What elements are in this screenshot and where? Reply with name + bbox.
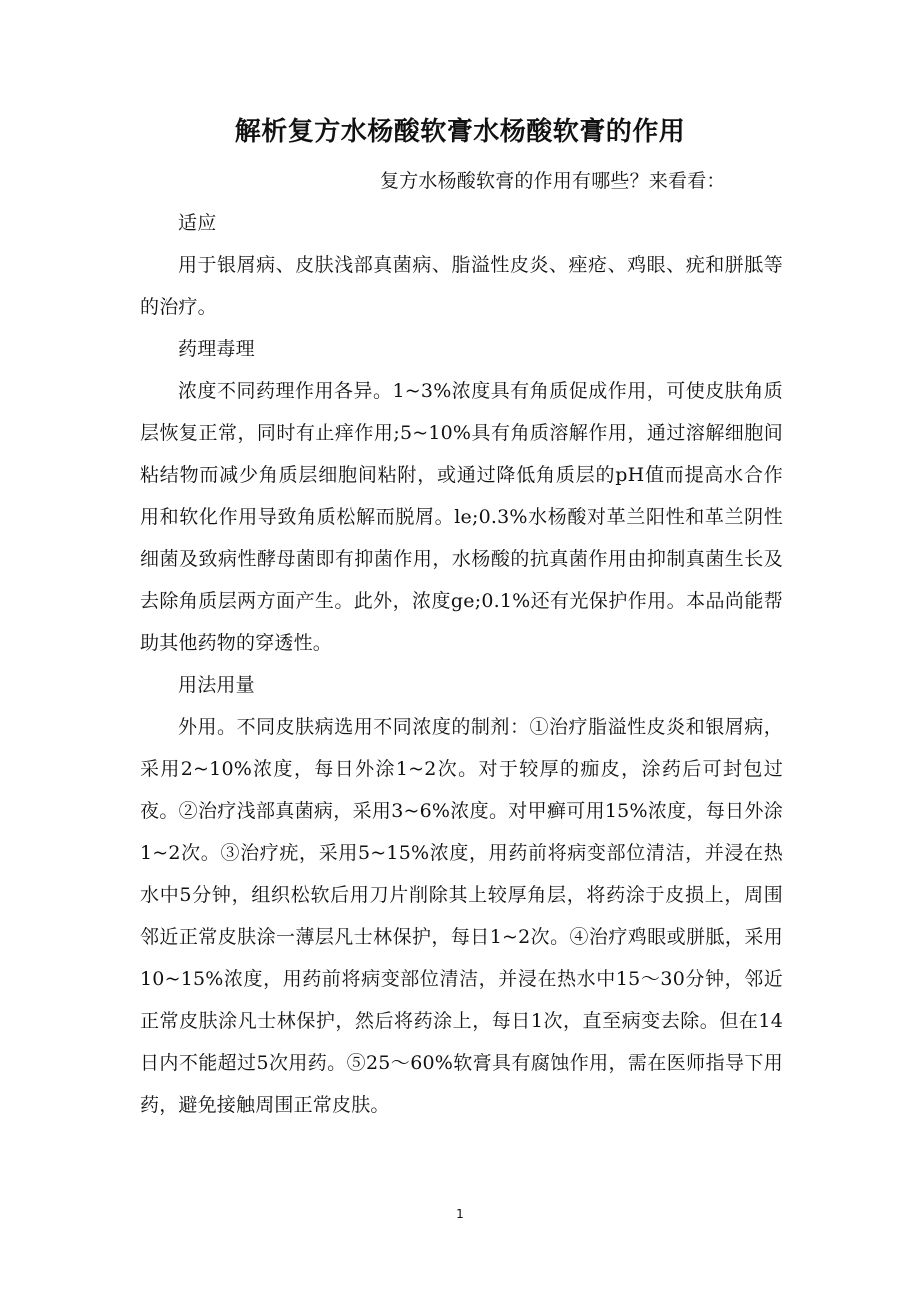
section-heading-indications: 适应 [178,212,217,234]
page-number: 1 [456,1207,464,1221]
section-body-dosage: 外用。不同皮肤病选用不同浓度的制剂：①治疗脂溢性皮炎和银屑病，采用2~10%浓度，每日外涂1~2次。对于较厚的痂皮，涂药后可封包过夜。②治疗浅部真菌病，采用3~6%浓度。对甲癣可用15%浓度，每日外涂1~2次。③治疗疣，采用5~15%浓度，用药前将病变部位清洁，并浸在热水中5分钟，组织松软后用刀片削除其上较厚角层，将药涂于皮损上，周围邻近正常皮肤涂一薄层凡士林保护，每日1~2次。④治疗鸡眼或胼胝，采用10~15%浓度，用药前将病变部位清洁，并浸在热水中15～30分钟，邻近正常皮肤涂凡士林保护，然后将药涂上，每日1次，直至病变去除。但在14日内不能超过5次用药。⑤25～60%软膏具有腐蚀作用，需在医师指导下用药，避免接触周围正常皮肤。 [140,716,783,1116]
intro-paragraph: 复方水杨酸软膏的作用有哪些？来看看： [380,170,726,192]
section-body-pharmacology: 浓度不同药理作用各异。1~3%浓度具有角质促成作用，可使皮肤角质层恢复正常，同时有止痒作用;5~10%具有角质溶解作用，通过溶解细胞间粘结物而减少角质层细胞间粘附，或通过降低角质层的pH值而提高水合作用和软化作用导致角质松解而脱屑。le;0.3%水杨酸对革兰阳性和革兰阴性细菌及致病性酵母菌即有抑菌作用，水杨酸的抗真菌作用由抑制真菌生长及去除角质层两方面产生。此外，浓度ge;0.1%还有光保护作用。本品尚能帮助其他药物的穿透性。 [140,380,783,654]
document-body [140,160,783,1126]
section-heading-pharmacology: 药理毒理 [178,338,255,360]
section-heading-dosage: 用法用量 [178,674,255,696]
section-body-indications: 用于银屑病、皮肤浅部真菌病、脂溢性皮炎、痤疮、鸡眼、疣和胼胝等的治疗。 [140,254,783,318]
document-title: 解析复方水杨酸软膏水杨酸软膏的作用 [234,117,686,147]
